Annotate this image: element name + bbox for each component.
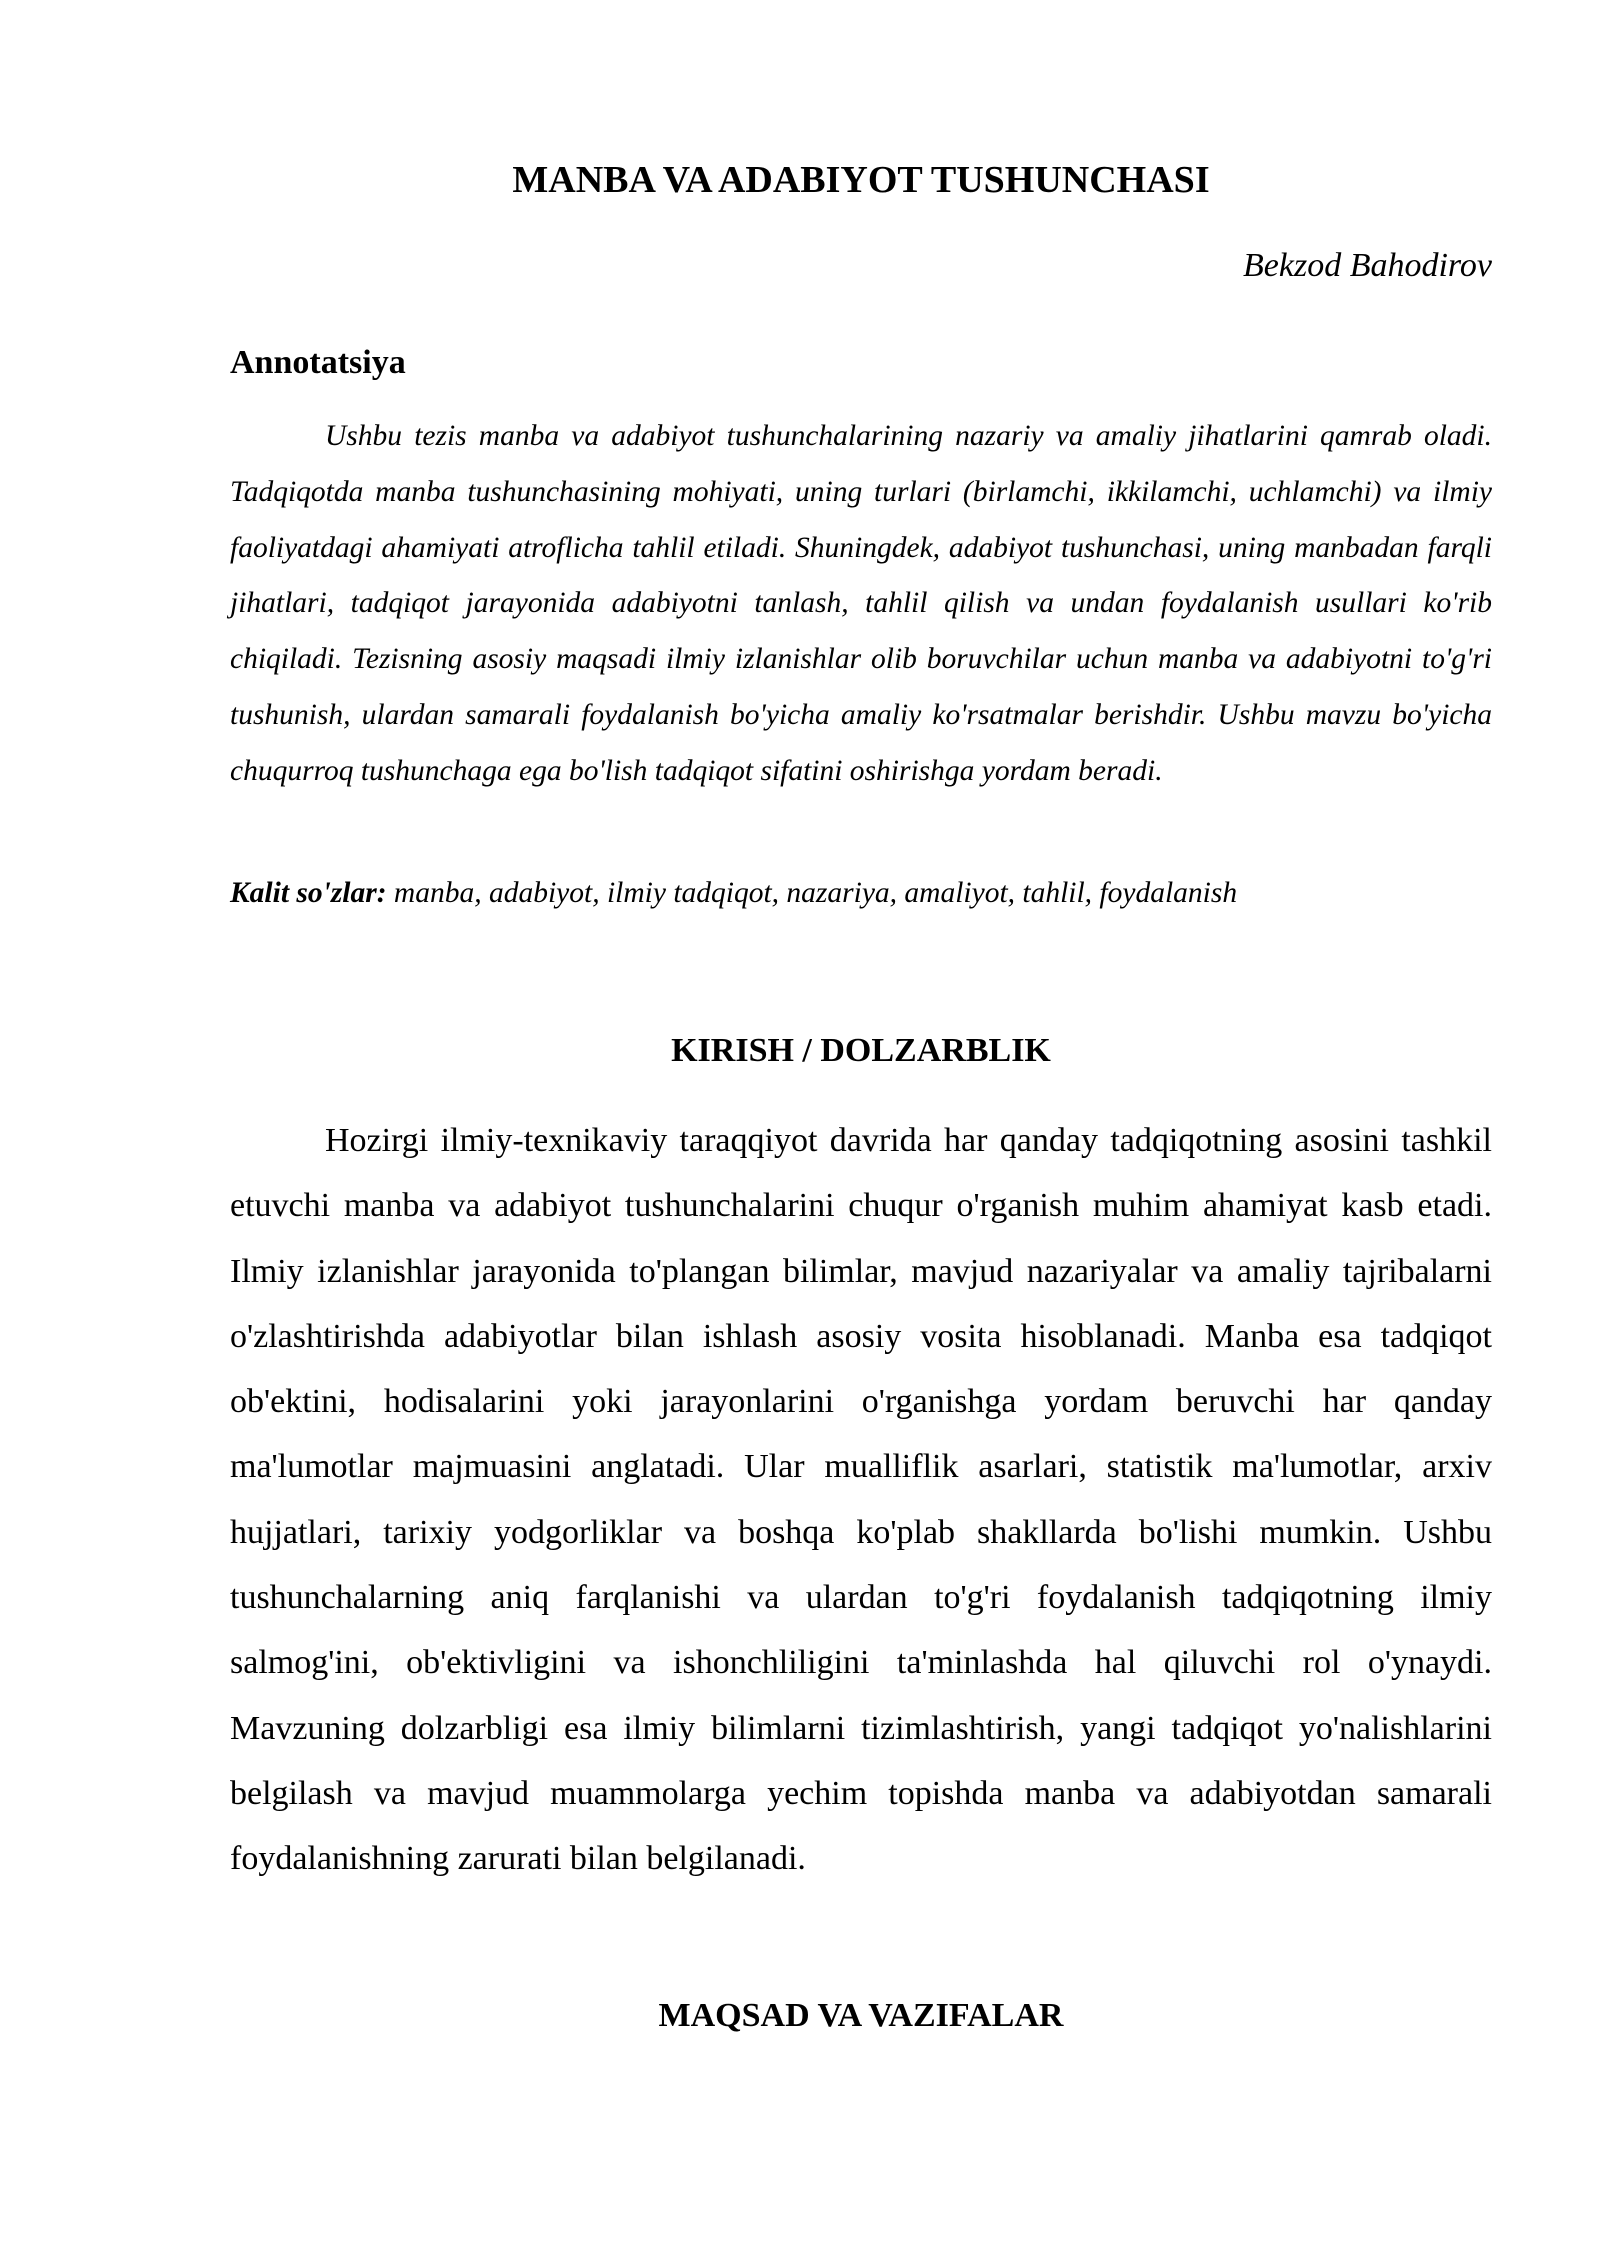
document-title: MANBA VA ADABIYOT TUSHUNCHASI [512,159,1210,201]
annotation-text: Ushbu tezis manba va adabiyot tushunchalarining nazariy va amaliy jihatlarini qamrab oladi. Tadqiqotda manba tushunchasining mohiyati, uning turlari (birlamchi, ikkilamchi, uchlamchi) va ilmiy faoliyatdagi ahamiyati atroflicha tahlil etiladi. Shuningdek, adabiyot tushunchasi, uning manbadan farqli jihatlari, tadqiqot jarayonida adabiyotni tanlash, tahlil qilish va undan foydalanish usullari ko'rib chiqiladi. Tezisning asosiy maqsadi ilmiy izlanishlar olib boruvchilar uchun manba va adabiyotni to'g'ri tushunish, ulardan samarali foydalanish bo'yicha amaliy ko'rsatmalar berishdir. Ushbu mavzu bo'yicha chuqurroq tushunchaga ega bo'lish tadqiqot sifatini oshirishga yordam beradi. [230,420,1492,787]
introduction-paragraph: Hozirgi ilmiy-texnikaviy taraqqiyot davrida har qanday tadqiqotning asosini tashkil etuvchi manba va adabiyot tushunchalarini chuqur o'rganish muhim ahamiyat kasb etadi. Ilmiy izlanishlar jarayonida to'plangan bilimlar, mavjud nazariyalar va amaliy tajribalarni o'zlashtirishda adabiyotlar bilan ishlash asosiy vosita hisoblanadi. Manba esa tadqiqot ob'ektini, hodisalarini yoki jarayonlarini o'rganishga yordam beruvchi har qanday ma'lumotlar majmuasini anglatadi. Ular mualliflik asarlari, statistik ma'lumotlar, arxiv hujjatlari, tarixiy yodgorliklar va boshqa ko'plab shakllarda bo'lishi mumkin. Ushbu tushunchalarning aniq farqlanishi va ulardan to'g'ri foydalanish tadqiqotning ilmiy salmog'ini, ob'ektivligini va ishonchliligini ta'minlashda hal qiluvchi rol o'ynaydi. Mavzuning dolzarbligi esa ilmiy bilimlarni tizimlashtirish, yangi tadqiqot yo'nalishlarini belgilash va mavjud muammolarga yechim topishda manba va adabiyotdan samarali foydalanishning zarurati bilan belgilanadi. [230,1122,1492,1878]
keywords-label: Kalit so'zlar: [230,877,387,909]
keywords-line [230,872,1492,914]
keywords-list: manba, adabiyot, ilmiy tadqiqot, nazariya, amaliyot, tahlil, foydalanish [393,877,1238,909]
section-heading-introduction: KIRISH / DOLZARBLIK [671,1032,1051,1069]
annotation-heading: Annotatsiya [230,344,406,381]
section-heading-goals: MAQSAD VA VAZIFALAR [658,1997,1064,2034]
author-name: Bekzod Bahodirov [1243,247,1492,284]
